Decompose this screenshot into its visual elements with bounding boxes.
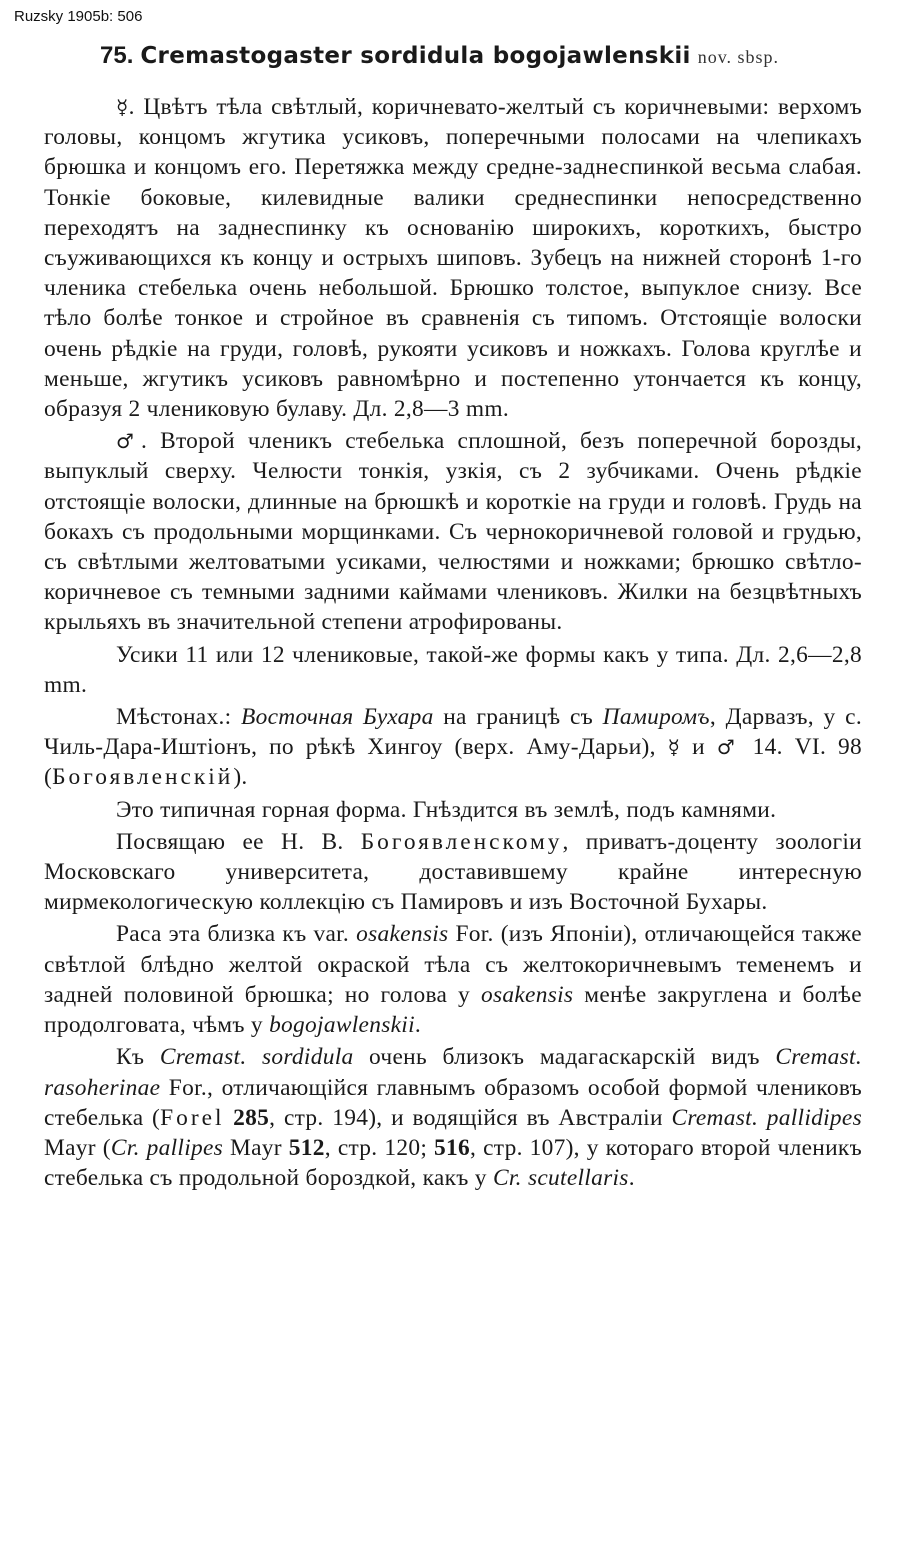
text-run: Памиромъ [602, 704, 710, 731]
male-symbol-icon: ♂ [116, 429, 141, 454]
text-run: Cremast. rasoherinae [44, 1044, 862, 1101]
text-run: Mayr ( [44, 1134, 111, 1161]
text-run: osakensis [356, 921, 449, 948]
text-run: Cr. pallipes [110, 1134, 224, 1161]
text-run: , стр. 120; [324, 1134, 435, 1161]
text-run: Мѣстонах.: [116, 704, 242, 731]
text-run: Посвящаю ее Н. В. [116, 828, 361, 855]
dedication [44, 827, 862, 918]
citation-label: Ruzsky 1905b: 506 [14, 8, 143, 25]
text-run: . [414, 1012, 422, 1039]
text-run: , приватъ-доценту зоологіи Московскаго университета, доставившему крайне интересную мирмекологическую коллекцію съ Памировъ и изъ Восточной Бухары. [44, 828, 862, 916]
text-run: Cr. scutellaris [492, 1165, 629, 1192]
text-run: Раса эта близка къ var. [116, 921, 357, 948]
male-symbol-icon: ♂ [716, 735, 741, 760]
text-run: . [628, 1165, 635, 1192]
text-run: 14. VI. 98 ( [44, 734, 862, 791]
locality [44, 702, 862, 793]
text-run: Это типичная горная форма. Гнѣздится въ землѣ, подъ камнями. [116, 796, 777, 823]
text-run: на границѣ съ [433, 704, 603, 731]
text-run: и [680, 734, 717, 761]
text-run: Forel [160, 1104, 225, 1131]
text-run: 512 [288, 1134, 325, 1161]
text-run: bogojawlenskii [269, 1012, 415, 1039]
worker-symbol-icon: ☿ [667, 735, 681, 760]
male-description [44, 426, 862, 637]
text-run: . Цвѣтъ тѣла свѣтлый, коричневато-желтый съ коричневыми: верхомъ головы, концомъ жгутика усиковъ, поперечными полосами на члепикахъ брюшка и концомъ его. Перетяжка между средне-заднеспинкой весьма слабая. Тонкіе боковые, килевидные валики среднеспинки непосредственно переходятъ на заднеспинку къ основанію широкихъ, короткихъ, быстро съуживающихся къ концу и острыхъ шиповъ. Зубецъ на нижней сторонѣ 1-го членика стебелька очень небольшой. Брюшко толстое, выпуклое снизу. Все тѣло болѣе тонкое и стройное въ сравненія съ типомъ. Отстоящіе волоски очень рѣдкіе на груди, головѣ, рукояти усиковъ и ножкахъ. Голова круглѣе и меньше, жгутикъ усиковъ равномѣрно и постепенно утончается къ концу, образуя 2 члениковую булаву. Дл. 2,8—3 mm. [44, 94, 862, 423]
text-run: , стр. 107), у котораго второй членикъ стебелька съ продольной бороздкой, какъ у [44, 1134, 862, 1192]
worker-description [44, 92, 862, 424]
text-run: Богоявленскій [52, 764, 234, 791]
description-text [44, 92, 862, 1193]
text-run: очень близокъ мадагаскарскій видъ [353, 1044, 776, 1071]
species-number: 75. [100, 42, 134, 69]
comparison-related-species [44, 1042, 862, 1193]
text-run: Къ [116, 1044, 160, 1071]
text-run: ). [233, 764, 248, 791]
comparison-osakensis [44, 919, 862, 1040]
text-run: Cremast. pallidipes [671, 1104, 862, 1131]
text-run [225, 1105, 234, 1131]
text-run: менѣе закруглена и болѣе продолговата, чѣмъ у [44, 981, 862, 1039]
text-run: Cremast. sordidula [159, 1044, 354, 1071]
text-run: , Дарвазъ, у с. Чиль-Дара-Иштіонъ, по рѣкѣ Хингоу (верх. Аму-Дарьи), [44, 704, 862, 761]
text-run: For., отличающійся главнымъ образомъ особой формой члениковъ стебелька ( [44, 1074, 862, 1131]
species-name: Cremastogaster sordidula bogojawlenskii [140, 43, 691, 69]
taxon-status: nov. sbsp. [697, 47, 780, 67]
worker-symbol-icon: ☿ [116, 95, 129, 119]
habitat-note [44, 795, 862, 825]
text-run: Усики 11 или 12 члениковые, такой-же формы какъ у типа. Дл. 2,6—2,8 mm. [44, 641, 862, 698]
text-run: Восточная Бухара [241, 704, 434, 731]
text-run: 285 [233, 1104, 270, 1131]
text-run: For. (изъ Японіи), отличающейся также свѣтлой блѣдно желтой окраской тѣла съ желтокоричневымъ теменемъ и задней половиной брюшка; но голова у [44, 921, 862, 1008]
antennae-note [44, 640, 862, 700]
species-heading [100, 38, 860, 74]
text-run: 516 [434, 1134, 471, 1161]
text-run: osakensis [480, 981, 574, 1008]
text-run: , стр. 194), и водящійся въ Австраліи [269, 1104, 672, 1131]
text-run: Mayr [223, 1134, 289, 1161]
text-run: Богоявленскому [360, 828, 563, 855]
text-run: . Второй членикъ стебелька сплошной, безъ поперечной борозды, выпуклый сверху. Челюсти тонкія, узкія, съ 2 зубчиками. Очень рѣдкіе отстоящіе волоски, длинные на брюшкѣ и короткіе на груди и головѣ. Грудь на бокахъ съ продольными морщинками. Съ чернокоричневой головой и грудью, съ свѣтлыми желтоватыми усиками, челюстями и ножками; брюшко свѣтло-коричневое съ темными задними каймами члениковъ. Жилки на безцвѣтныхъ крыльяхъ въ значительной степени атрофированы. [44, 428, 862, 636]
